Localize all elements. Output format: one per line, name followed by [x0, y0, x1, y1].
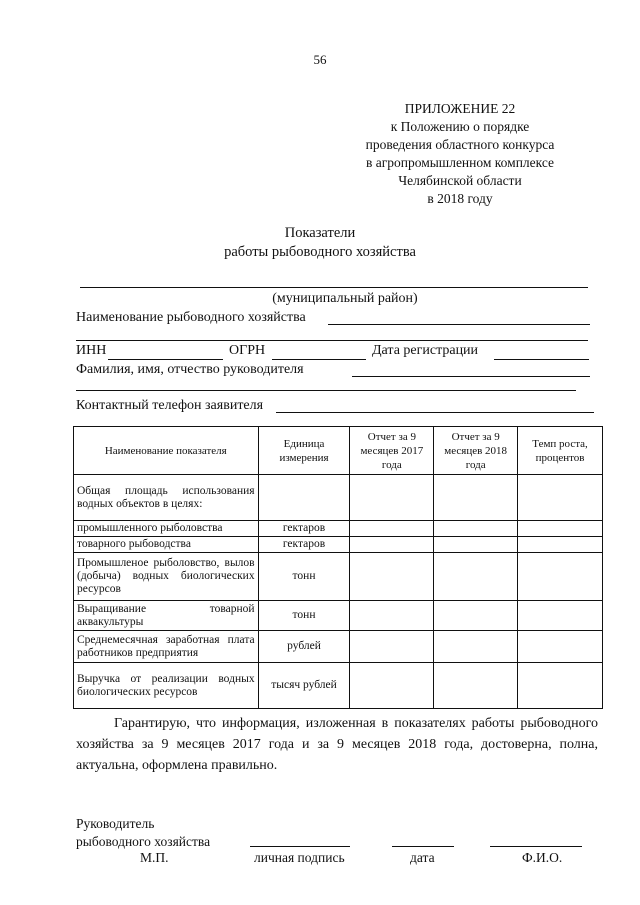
row-name: Промышленое рыболовство, вылов (добыча) водных биологических ресурсов — [74, 553, 259, 601]
appendix-line: проведения областного конкурса — [365, 137, 555, 152]
cell-2017[interactable] — [350, 475, 434, 521]
signature-label: личная подпись — [254, 850, 345, 865]
table-row — [74, 631, 603, 663]
appendix-title: ПРИЛОЖЕНИЕ 22 — [404, 101, 516, 116]
head-label-line-2: рыбоводного хозяйства — [76, 834, 211, 849]
farm-name-field[interactable] — [328, 324, 590, 325]
row-unit: гектаров — [258, 521, 350, 537]
table-row — [74, 663, 603, 709]
indicators-table — [73, 426, 603, 709]
row-name: Выручка от реализации водных биологических ресурсов — [74, 663, 259, 709]
ogrn-label: ОГРН — [229, 343, 266, 358]
cell-2017[interactable] — [350, 553, 434, 601]
cell-growth[interactable] — [518, 553, 603, 601]
cell-growth[interactable] — [518, 663, 603, 709]
farm-name-field-continued[interactable] — [76, 340, 588, 341]
row-unit: гектаров — [258, 537, 350, 553]
table-header-row — [74, 427, 603, 475]
registration-date-field[interactable] — [494, 359, 589, 360]
appendix-line: к Положению о порядке — [390, 119, 530, 134]
date-field[interactable] — [392, 846, 454, 847]
appendix-block — [340, 100, 580, 208]
cell-growth[interactable] — [518, 601, 603, 631]
cell-2018[interactable] — [434, 475, 518, 521]
phone-label: Контактный телефон заявителя — [76, 398, 264, 413]
cell-2017[interactable] — [350, 601, 434, 631]
appendix-line: в агропромышленном комплексе — [365, 155, 555, 170]
table-row — [74, 537, 603, 553]
page-number: 56 — [313, 52, 327, 67]
cell-growth[interactable] — [518, 475, 603, 521]
cell-2018[interactable] — [434, 553, 518, 601]
signature-field[interactable] — [250, 846, 350, 847]
head-name-field-continued[interactable] — [76, 390, 576, 391]
row-unit: тонн — [258, 601, 350, 631]
table-row — [74, 553, 603, 601]
header-growth-rate: Темп роста, процентов — [518, 427, 603, 475]
cell-growth[interactable] — [518, 537, 603, 553]
title-line-2: работы рыбоводного хозяйства — [224, 244, 416, 260]
farm-name-label: Наименование рыбоводного хозяйства — [76, 310, 306, 325]
row-name: товарного рыбоводства — [74, 537, 259, 553]
cell-2018[interactable] — [434, 631, 518, 663]
appendix-line: Челябинской области — [398, 173, 522, 188]
phone-field[interactable] — [276, 412, 594, 413]
header-unit: Единица измерения — [258, 427, 350, 475]
cell-2018[interactable] — [434, 521, 518, 537]
table-row — [74, 521, 603, 537]
cell-2018[interactable] — [434, 663, 518, 709]
row-name: промышленного рыболовства — [74, 521, 259, 537]
appendix-line: в 2018 году — [427, 191, 493, 206]
inn-field[interactable] — [108, 359, 223, 360]
head-label-line-1: Руководитель — [76, 816, 155, 831]
row-name: Общая площадь использования водных объектов в целях: — [74, 475, 259, 521]
header-report-2018: Отчет за 9 месяцев 2018 года — [434, 427, 518, 475]
ogrn-field[interactable] — [272, 359, 366, 360]
date-label: дата — [410, 850, 435, 865]
cell-2017[interactable] — [350, 521, 434, 537]
cell-2018[interactable] — [434, 601, 518, 631]
header-report-2017: Отчет за 9 месяцев 2017 года — [350, 427, 434, 475]
cell-growth[interactable] — [518, 631, 603, 663]
title-line-1: Показатели — [284, 225, 356, 241]
row-name: Выращивание товарной аквакультуры — [74, 601, 259, 631]
full-name-label: Ф.И.О. — [522, 850, 563, 865]
full-name-field[interactable] — [490, 846, 582, 847]
table-row — [74, 475, 603, 521]
registration-date-label: Дата регистрации — [372, 343, 479, 358]
head-name-label: Фамилия, имя, отчество руководителя — [76, 362, 304, 377]
row-unit: тонн — [258, 553, 350, 601]
row-unit — [258, 475, 350, 521]
document-title — [0, 224, 640, 262]
head-name-field[interactable] — [352, 376, 590, 377]
cell-2017[interactable] — [350, 537, 434, 553]
row-unit: рублей — [258, 631, 350, 663]
cell-2017[interactable] — [350, 663, 434, 709]
header-indicator-name: Наименование показателя — [74, 427, 259, 475]
cell-2017[interactable] — [350, 631, 434, 663]
table-row — [74, 601, 603, 631]
cell-growth[interactable] — [518, 521, 603, 537]
guarantee-statement: Гарантирую, что информация, изложенная в показателях работы рыбоводного хозяйства за 9 месяцев 2017 года и за 9 месяцев 2018 года, достоверна, полна, актуальна, оформлена правильно. — [76, 716, 598, 773]
cell-2018[interactable] — [434, 537, 518, 553]
inn-label: ИНН — [76, 343, 107, 358]
municipal-district-label: (муниципальный район) — [272, 291, 418, 306]
municipal-district-field[interactable] — [80, 287, 588, 288]
row-name: Среднемесячная заработная плата работников предприятия — [74, 631, 259, 663]
stamp-label: М.П. — [140, 850, 169, 865]
row-unit: тысяч рублей — [258, 663, 350, 709]
